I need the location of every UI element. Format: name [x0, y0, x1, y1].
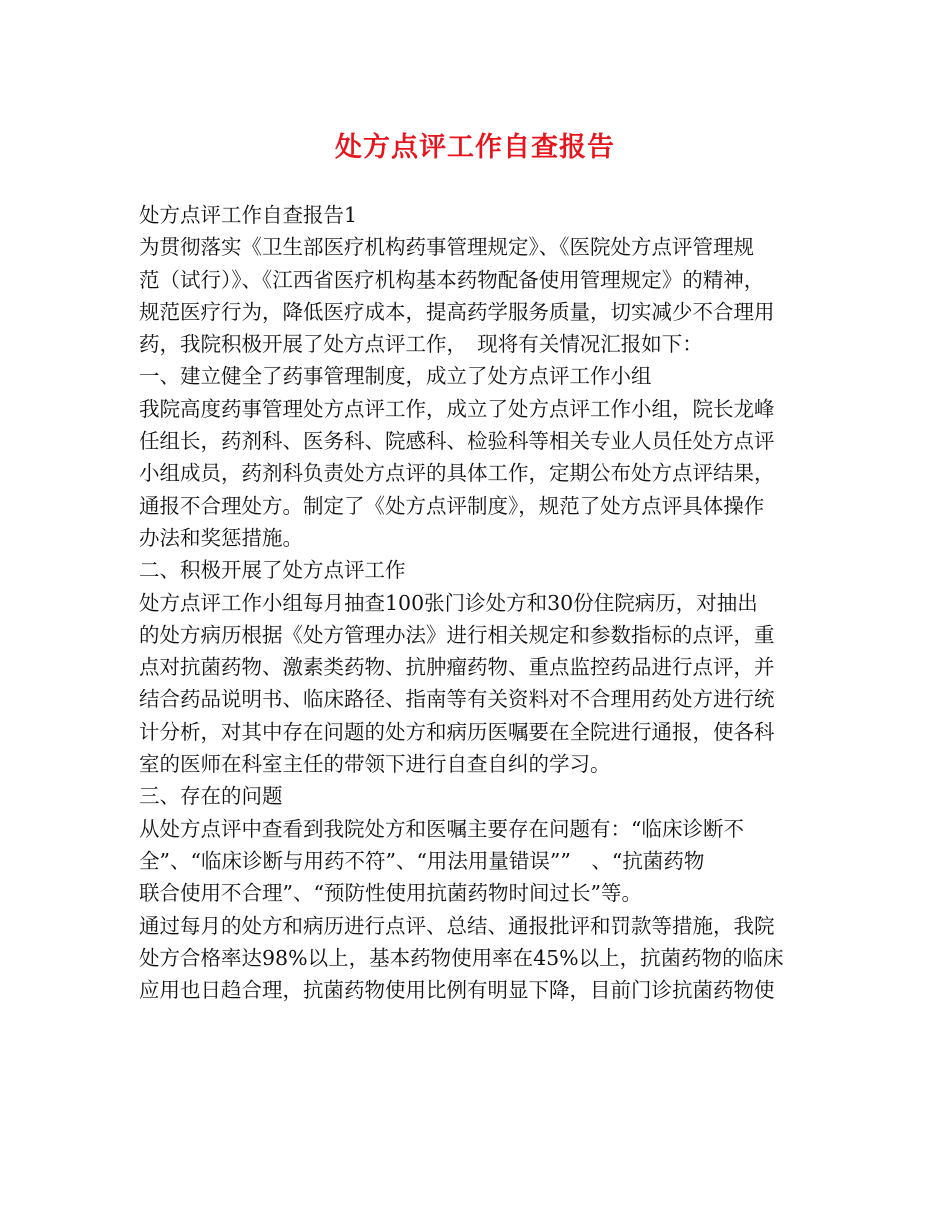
body-line: 联合使用不合理”、“预防性使用抗菌药物时间过长”等。: [139, 881, 642, 906]
body-line: 办法和奖惩措施。: [139, 525, 303, 550]
body-line: 计分析，对其中存在问题的处方和病历医嘱要在全院进行通报，使各科: [139, 719, 775, 744]
body-line: 通过每月的处方和病历进行点评、总结、通报批评和罚款等措施，我院: [139, 913, 775, 938]
body-line: 全”、“临床诊断与用药不符”、“用法用量错误”” 、“抗菌药物: [139, 848, 705, 873]
body-line: 我院高度药事管理处方点评工作，成立了处方点评工作小组，院长龙峰: [139, 396, 775, 421]
body-line: 室的医师在科室主任的带领下进行自查自纠的学习。: [139, 752, 611, 777]
body-line: 点对抗菌药物、激素类药物、抗肿瘤药物、重点监控药品进行点评，并: [139, 655, 775, 680]
body-line: 任组长，药剂科、医务科、院感科、检验科等相关专业人员任处方点评: [139, 429, 775, 454]
section-heading: 三、存在的问题: [139, 784, 283, 809]
body-line: 通报不合理处方。制定了《处方点评制度》，规范了处方点评具体操作: [139, 493, 765, 518]
body-line: 处方合格率达98%以上，基本药物使用率在45%以上，抗菌药物的临床: [139, 945, 784, 970]
body-line: 药，我院积极开展了处方点评工作， 现将有关情况汇报如下：: [139, 332, 703, 357]
body-line: 为贯彻落实《卫生部医疗机构药事管理规定》、《医院处方点评管理规: [139, 235, 754, 260]
document-title: 处方点评工作自查报告: [335, 132, 615, 163]
body-line: 从处方点评中查看到我院处方和医嘱主要存在问题有：“临床诊断不: [139, 816, 744, 841]
body-line: 应用也日趋合理，抗菌药物使用比例有明显下降，目前门诊抗菌药物使: [139, 978, 775, 1003]
body-line: 处方点评工作小组每月抽查100张门诊处方和30份住院病历，对抽出: [139, 590, 758, 615]
body-line: 处方点评工作自查报告1: [139, 203, 358, 227]
section-heading: 二、积极开展了处方点评工作: [139, 558, 406, 583]
body-line: 的处方病历根据《处方管理办法》进行相关规定和参数指标的点评，重: [139, 622, 775, 647]
body-line: 结合药品说明书、临床路径、指南等有关资料对不合理用药处方进行统: [139, 687, 775, 712]
document-body: [139, 199, 819, 1006]
body-line: 范（试行）》、《江西省医疗机构基本药物配备使用管理规定》的精神，: [139, 267, 765, 292]
body-line: 小组成员，药剂科负责处方点评的具体工作，定期公布处方点评结果，: [139, 461, 775, 486]
section-heading: 一、建立健全了药事管理制度，成立了处方点评工作小组: [139, 364, 652, 389]
body-line: 规范医疗行为，降低医疗成本，提高药学服务质量，切实减少不合理用: [139, 299, 775, 324]
